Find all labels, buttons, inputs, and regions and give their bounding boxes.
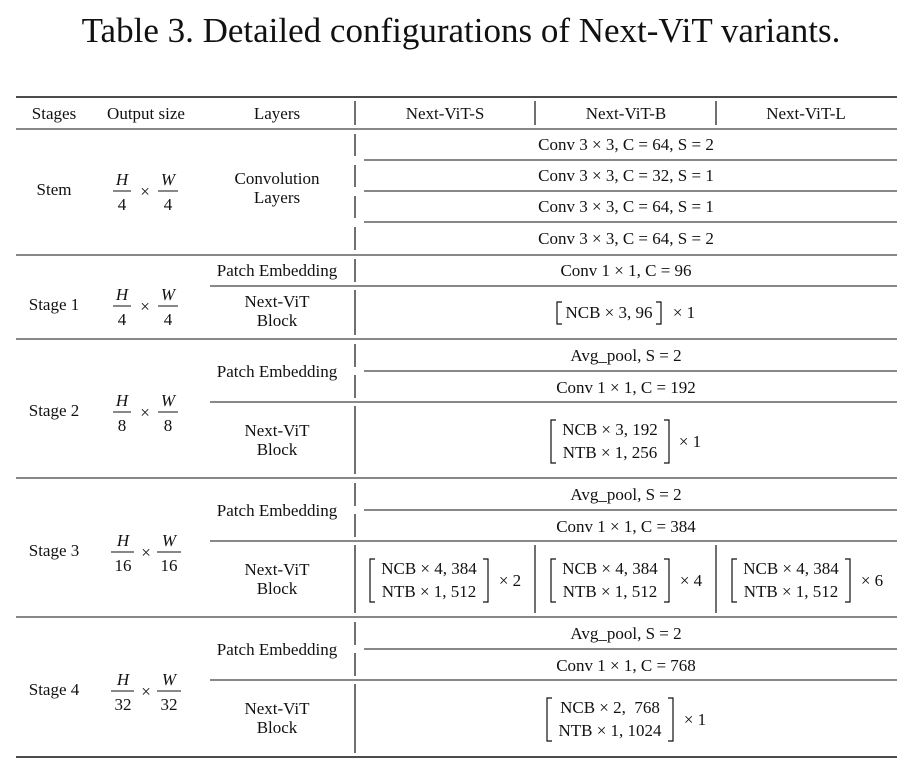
stage2-block-line2: Block — [256, 440, 298, 459]
size-divisor-w: 32 — [160, 695, 178, 714]
stage1-section — [29, 261, 695, 330]
size-h: H — [115, 285, 129, 304]
stage2-section — [29, 346, 701, 463]
stage1-block-line2: Block — [256, 311, 298, 330]
stem-conv-2: Conv 3 × 3, C = 32, S = 1 — [538, 166, 714, 185]
stem-stage-label: Stem — [36, 180, 72, 199]
stage4-ntb: NTB × 1, 1024 — [558, 721, 662, 740]
stage2-label: Stage 2 — [28, 401, 80, 420]
stage4-section — [29, 624, 706, 741]
size-h: H — [116, 670, 130, 689]
size-times: × — [141, 682, 151, 701]
stage3-label: Stage 3 — [28, 541, 80, 560]
stage3-pool: Avg_pool, S = 2 — [570, 485, 682, 504]
stage4-ncb: NCB × 2, 768 — [560, 698, 660, 717]
stage3-l-ncb: NCB × 4, 384 — [743, 559, 839, 578]
header-next-vit-s: Next-ViT-S — [405, 104, 485, 123]
stage2-mult: × 1 — [678, 432, 702, 451]
size-divisor-w: 4 — [163, 195, 173, 214]
header-next-vit-l: Next-ViT-L — [766, 104, 846, 123]
stage4-pool: Avg_pool, S = 2 — [570, 624, 682, 643]
stage1-block-mult: × 1 — [672, 303, 696, 322]
size-h: H — [116, 531, 130, 550]
stage2-block-line1: Next-ViT — [244, 421, 310, 440]
stage2-ncb: NCB × 3, 192 — [562, 420, 658, 439]
stage3-patch-label: Patch Embedding — [216, 501, 338, 520]
size-times: × — [141, 543, 151, 562]
stage3-block-b — [551, 559, 703, 602]
bracket-right — [664, 420, 669, 463]
size-divisor-w: 16 — [160, 556, 178, 575]
stage4-block-line2: Block — [256, 718, 298, 737]
bracket-right — [845, 559, 850, 602]
stage4-patch-conv: Conv 1 × 1, C = 768 — [556, 656, 696, 675]
header-next-vit-b: Next-ViT-B — [585, 104, 667, 123]
stage3-block-s — [370, 559, 521, 602]
stage3-b-ntb: NTB × 1, 512 — [562, 582, 658, 601]
stage3-l-ntb: NTB × 1, 512 — [743, 582, 839, 601]
stage3-l-mult: × 6 — [860, 571, 884, 590]
bracket-left — [551, 559, 556, 602]
stage4-label: Stage 4 — [28, 680, 80, 699]
size-w: W — [161, 531, 177, 550]
bracket-right — [664, 559, 669, 602]
size-times: × — [140, 182, 150, 201]
size-h: H — [115, 170, 129, 189]
stage3-output-size — [111, 531, 181, 575]
stage1-block-line1: Next-ViT — [244, 292, 310, 311]
stage1-patch-conv: Conv 1 × 1, C = 96 — [560, 261, 692, 280]
stem-output-size — [113, 170, 178, 214]
bracket-left — [370, 559, 375, 602]
stage1-patch-label: Patch Embedding — [216, 261, 338, 280]
size-divisor-h: 4 — [117, 310, 127, 329]
size-divisor-h: 32 — [114, 695, 132, 714]
size-w: W — [160, 285, 176, 304]
size-divisor-w: 4 — [163, 310, 173, 329]
stage3-s-ncb: NCB × 4, 384 — [381, 559, 477, 578]
size-divisor-h: 16 — [114, 556, 132, 575]
stem-layer-line2: Layers — [253, 188, 301, 207]
stage3-b-mult: × 4 — [679, 571, 703, 590]
stage1-output-size — [113, 285, 178, 329]
size-divisor-w: 8 — [163, 416, 173, 435]
bracket-right — [483, 559, 488, 602]
stage2-patch-label: Patch Embedding — [216, 362, 338, 381]
header-layers: Layers — [253, 104, 301, 123]
stage3-patch-conv: Conv 1 × 1, C = 384 — [556, 517, 696, 536]
stage2-ntb: NTB × 1, 256 — [562, 443, 658, 462]
stem-conv-4: Conv 3 × 3, C = 64, S = 2 — [538, 229, 714, 248]
bracket-left — [551, 420, 556, 463]
table-caption: Table 3. Detailed configurations of Next-ViT variants. — [81, 11, 841, 50]
stage1-label: Stage 1 — [28, 295, 80, 314]
stage2-patch-conv: Conv 1 × 1, C = 192 — [556, 378, 696, 397]
header-output-size: Output size — [107, 104, 185, 123]
stem-layer-line1: Convolution — [234, 169, 320, 188]
bracket-left — [732, 559, 737, 602]
size-divisor-h: 8 — [117, 416, 127, 435]
header-stages: Stages — [31, 104, 77, 123]
stage2-pool: Avg_pool, S = 2 — [570, 346, 682, 365]
bracket-right — [656, 302, 661, 324]
size-times: × — [140, 297, 150, 316]
size-w: W — [161, 670, 177, 689]
stage3-b-ncb: NCB × 4, 384 — [562, 559, 658, 578]
bracket-left — [557, 302, 562, 324]
stage4-block-line1: Next-ViT — [244, 699, 310, 718]
stage4-mult: × 1 — [683, 710, 707, 729]
stage3-block-line1: Next-ViT — [244, 560, 310, 579]
size-times: × — [140, 403, 150, 422]
stage4-output-size — [111, 670, 181, 714]
stage2-output-size — [113, 391, 178, 435]
size-divisor-h: 4 — [117, 195, 127, 214]
stage1-block-row: NCB × 3, 96 — [565, 303, 653, 322]
bracket-left — [547, 698, 552, 741]
stem-conv-3: Conv 3 × 3, C = 64, S = 1 — [538, 197, 714, 216]
stage3-block-l — [732, 559, 883, 602]
size-w: W — [160, 391, 176, 410]
stage3-s-ntb: NTB × 1, 512 — [381, 582, 477, 601]
stage3-section — [29, 485, 883, 602]
stem-conv-1: Conv 3 × 3, C = 64, S = 2 — [538, 135, 714, 154]
size-w: W — [160, 170, 176, 189]
header-row — [32, 104, 846, 123]
bracket-right — [668, 698, 673, 741]
stage3-s-mult: × 2 — [498, 571, 522, 590]
size-h: H — [115, 391, 129, 410]
stage4-patch-label: Patch Embedding — [216, 640, 338, 659]
stage3-block-line2: Block — [256, 579, 298, 598]
